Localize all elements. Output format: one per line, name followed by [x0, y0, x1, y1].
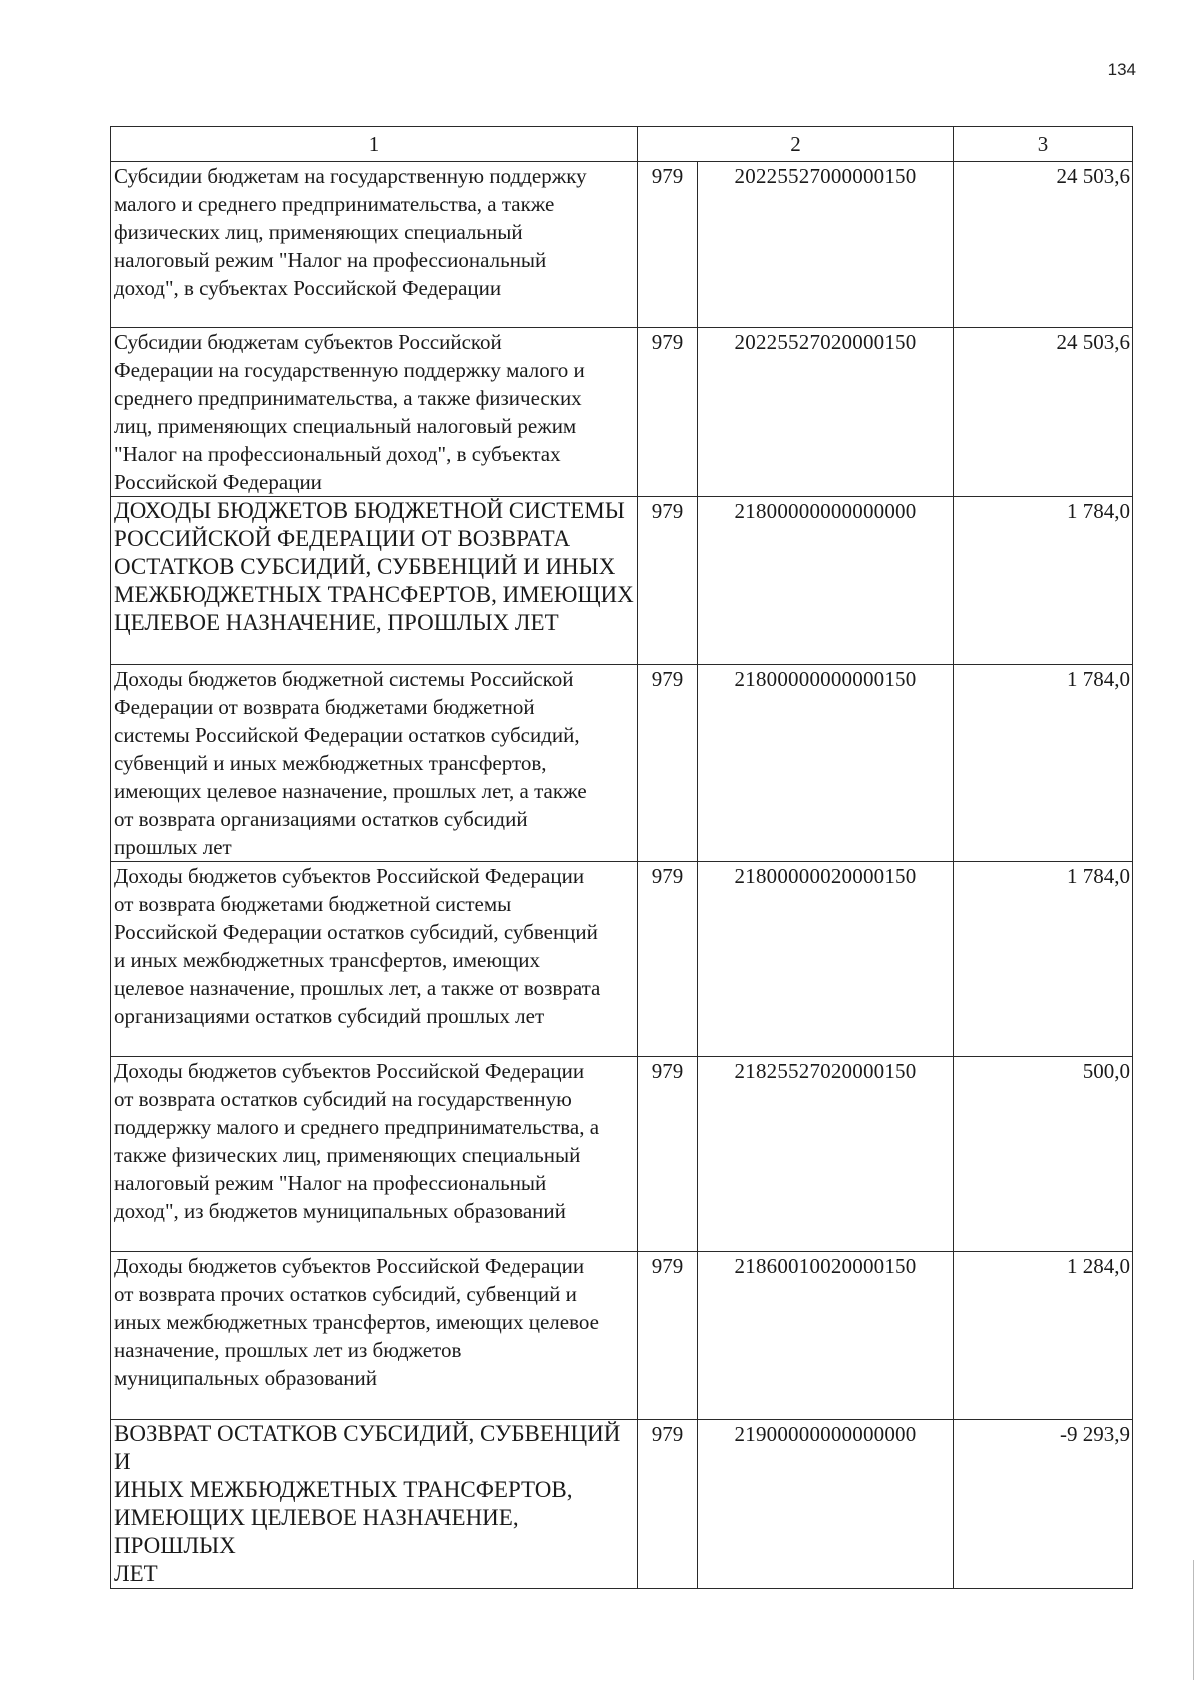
row-description: Субсидии бюджетам на государственную поддержку малого и среднего предпринимательства, а также физических лиц, применяющих специальный налоговый режим "Налог на профессиональный доход", в субъектах Российской Федерации — [111, 162, 638, 328]
row-amount: 24 503,6 — [954, 162, 1133, 328]
row-admin-code: 979 — [638, 1420, 698, 1589]
row-admin-code: 979 — [638, 1252, 698, 1420]
row-amount: -9 293,9 — [954, 1420, 1133, 1589]
row-amount: 1 284,0 — [954, 1252, 1133, 1420]
table-header-row — [111, 127, 1133, 162]
row-amount: 1 784,0 — [954, 665, 1133, 862]
row-description: Доходы бюджетов субъектов Российской Федерации от возврата бюджетами бюджетной системы Российской Федерации остатков субсидий, субвенций и иных межбюджетных трансфертов, имеющих целевое назначение, прошлых лет, а также от возврата организациями остатков субсидий прошлых лет — [111, 862, 638, 1057]
column-header-1: 1 — [111, 127, 638, 162]
row-budget-code: 20225527020000150 — [698, 328, 954, 497]
row-admin-code: 979 — [638, 665, 698, 862]
row-amount: 500,0 — [954, 1057, 1133, 1252]
budget-revenue-table — [110, 126, 1133, 1589]
row-amount: 1 784,0 — [954, 497, 1133, 665]
table-row — [111, 497, 1133, 665]
row-description: ДОХОДЫ БЮДЖЕТОВ БЮДЖЕТНОЙ СИСТЕМЫ РОССИЙСКОЙ ФЕДЕРАЦИИ ОТ ВОЗВРАТА ОСТАТКОВ СУБСИДИЙ, СУБВЕНЦИЙ И ИНЫХ МЕЖБЮДЖЕТНЫХ ТРАНСФЕРТОВ, ИМЕЮЩИХ ЦЕЛЕВОЕ НАЗНАЧЕНИЕ, ПРОШЛЫХ ЛЕТ — [111, 497, 638, 665]
row-budget-code: 21800000020000150 — [698, 862, 954, 1057]
row-admin-code: 979 — [638, 328, 698, 497]
row-admin-code: 979 — [638, 497, 698, 665]
row-budget-code: 21900000000000000 — [698, 1420, 954, 1589]
row-budget-code: 21825527020000150 — [698, 1057, 954, 1252]
row-budget-code: 21800000000000150 — [698, 665, 954, 862]
row-amount: 24 503,6 — [954, 328, 1133, 497]
row-budget-code: 21860010020000150 — [698, 1252, 954, 1420]
table-row — [111, 328, 1133, 497]
table-row — [111, 1420, 1133, 1589]
row-description: ВОЗВРАТ ОСТАТКОВ СУБСИДИЙ, СУБВЕНЦИЙ И ИНЫХ МЕЖБЮДЖЕТНЫХ ТРАНСФЕРТОВ, ИМЕЮЩИХ ЦЕЛЕВОЕ НАЗНАЧЕНИЕ, ПРОШЛЫХ ЛЕТ — [111, 1420, 638, 1589]
column-header-3: 3 — [954, 127, 1133, 162]
row-admin-code: 979 — [638, 862, 698, 1057]
table-row — [111, 1057, 1133, 1252]
row-budget-code: 20225527000000150 — [698, 162, 954, 328]
row-budget-code: 21800000000000000 — [698, 497, 954, 665]
table-row — [111, 162, 1133, 328]
table-row — [111, 1252, 1133, 1420]
table-row — [111, 665, 1133, 862]
row-description: Доходы бюджетов бюджетной системы Российской Федерации от возврата бюджетами бюджетной системы Российской Федерации остатков субсидий, субвенций и иных межбюджетных трансфертов, имеющих целевое назначение, прошлых лет, а также от возврата организациями остатков субсидий прошлых лет — [111, 665, 638, 862]
page-number: 134 — [1107, 60, 1136, 79]
row-amount: 1 784,0 — [954, 862, 1133, 1057]
table-row — [111, 862, 1133, 1057]
row-admin-code: 979 — [638, 1057, 698, 1252]
row-description: Доходы бюджетов субъектов Российской Федерации от возврата прочих остатков субсидий, субвенций и иных межбюджетных трансфертов, имеющих целевое назначение, прошлых лет из бюджетов муниципальных образований — [111, 1252, 638, 1420]
scan-edge-line — [1193, 1560, 1194, 1680]
row-admin-code: 979 — [638, 162, 698, 328]
row-description: Доходы бюджетов субъектов Российской Федерации от возврата остатков субсидий на государственную поддержку малого и среднего предпринимательства, а также физических лиц, применяющих специальный налоговый режим "Налог на профессиональный доход", из бюджетов муниципальных образований — [111, 1057, 638, 1252]
column-header-2: 2 — [638, 127, 954, 162]
row-description: Субсидии бюджетам субъектов Российской Федерации на государственную поддержку малого и среднего предпринимательства, а также физических лиц, применяющих специальный налоговый режим "Налог на профессиональный доход", в субъектах Российской Федерации — [111, 328, 638, 497]
